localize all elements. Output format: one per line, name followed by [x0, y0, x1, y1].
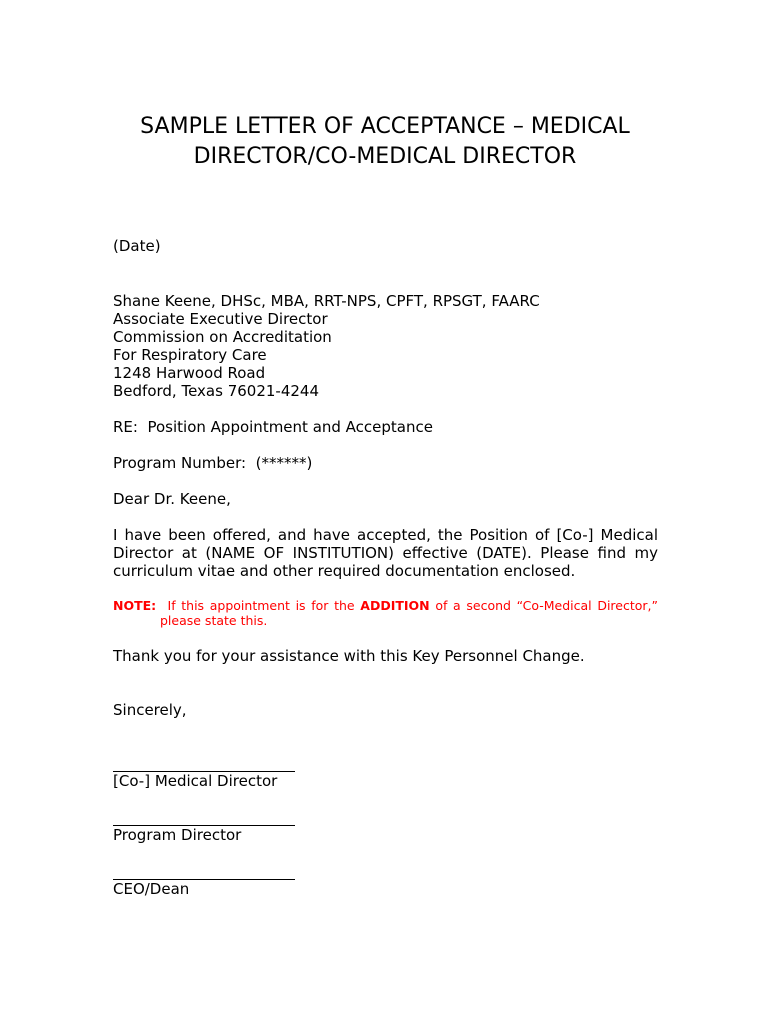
- program-number: Program Number: (******): [113, 454, 313, 472]
- note-label: NOTE:: [113, 598, 157, 613]
- recipient-city: Bedford, Texas 76021-4244: [113, 382, 319, 400]
- recipient-name: Shane Keene, DHSc, MBA, RRT-NPS, CPFT, RPSGT, FAARC: [113, 292, 540, 310]
- recipient-organization-2: For Respiratory Care: [113, 346, 267, 364]
- title-line-1: SAMPLE LETTER OF ACCEPTANCE – MEDICAL: [140, 114, 630, 139]
- recipient-position: Associate Executive Director: [113, 310, 328, 328]
- title-line-2: DIRECTOR/CO-MEDICAL DIRECTOR: [193, 144, 577, 169]
- thanks-line: Thank you for your assistance with this Key Personnel Change.: [113, 647, 585, 665]
- note-block: [113, 598, 658, 628]
- recipient-address: [113, 292, 658, 400]
- signature-label-program-director: Program Director: [113, 826, 242, 844]
- re-line: RE: Position Appointment and Acceptance: [113, 418, 433, 436]
- recipient-street: 1248 Harwood Road: [113, 364, 266, 382]
- note-emphasis: ADDITION: [360, 598, 430, 613]
- body-paragraph: I have been offered, and have accepted, the Position of [Co-] Medical Director at (NAME OF INSTITUTION) effective (DATE). Please find my curriculum vitae and other required documentation enclosed.: [113, 526, 658, 580]
- note-line-1: [113, 598, 658, 613]
- document-title: [0, 112, 770, 172]
- salutation: Dear Dr. Keene,: [113, 490, 231, 508]
- note-text-after: of a second “Co-Medical Director,”: [429, 598, 658, 613]
- closing: Sincerely,: [113, 701, 187, 719]
- note-line-2: please state this.: [160, 613, 268, 628]
- note-text-before: If this appointment is for the: [156, 598, 361, 613]
- date-placeholder: (Date): [113, 237, 161, 255]
- signature-label-ceo-dean: CEO/Dean: [113, 880, 190, 898]
- signature-label-medical-director: [Co-] Medical Director: [113, 772, 278, 790]
- recipient-organization-1: Commission on Accreditation: [113, 328, 332, 346]
